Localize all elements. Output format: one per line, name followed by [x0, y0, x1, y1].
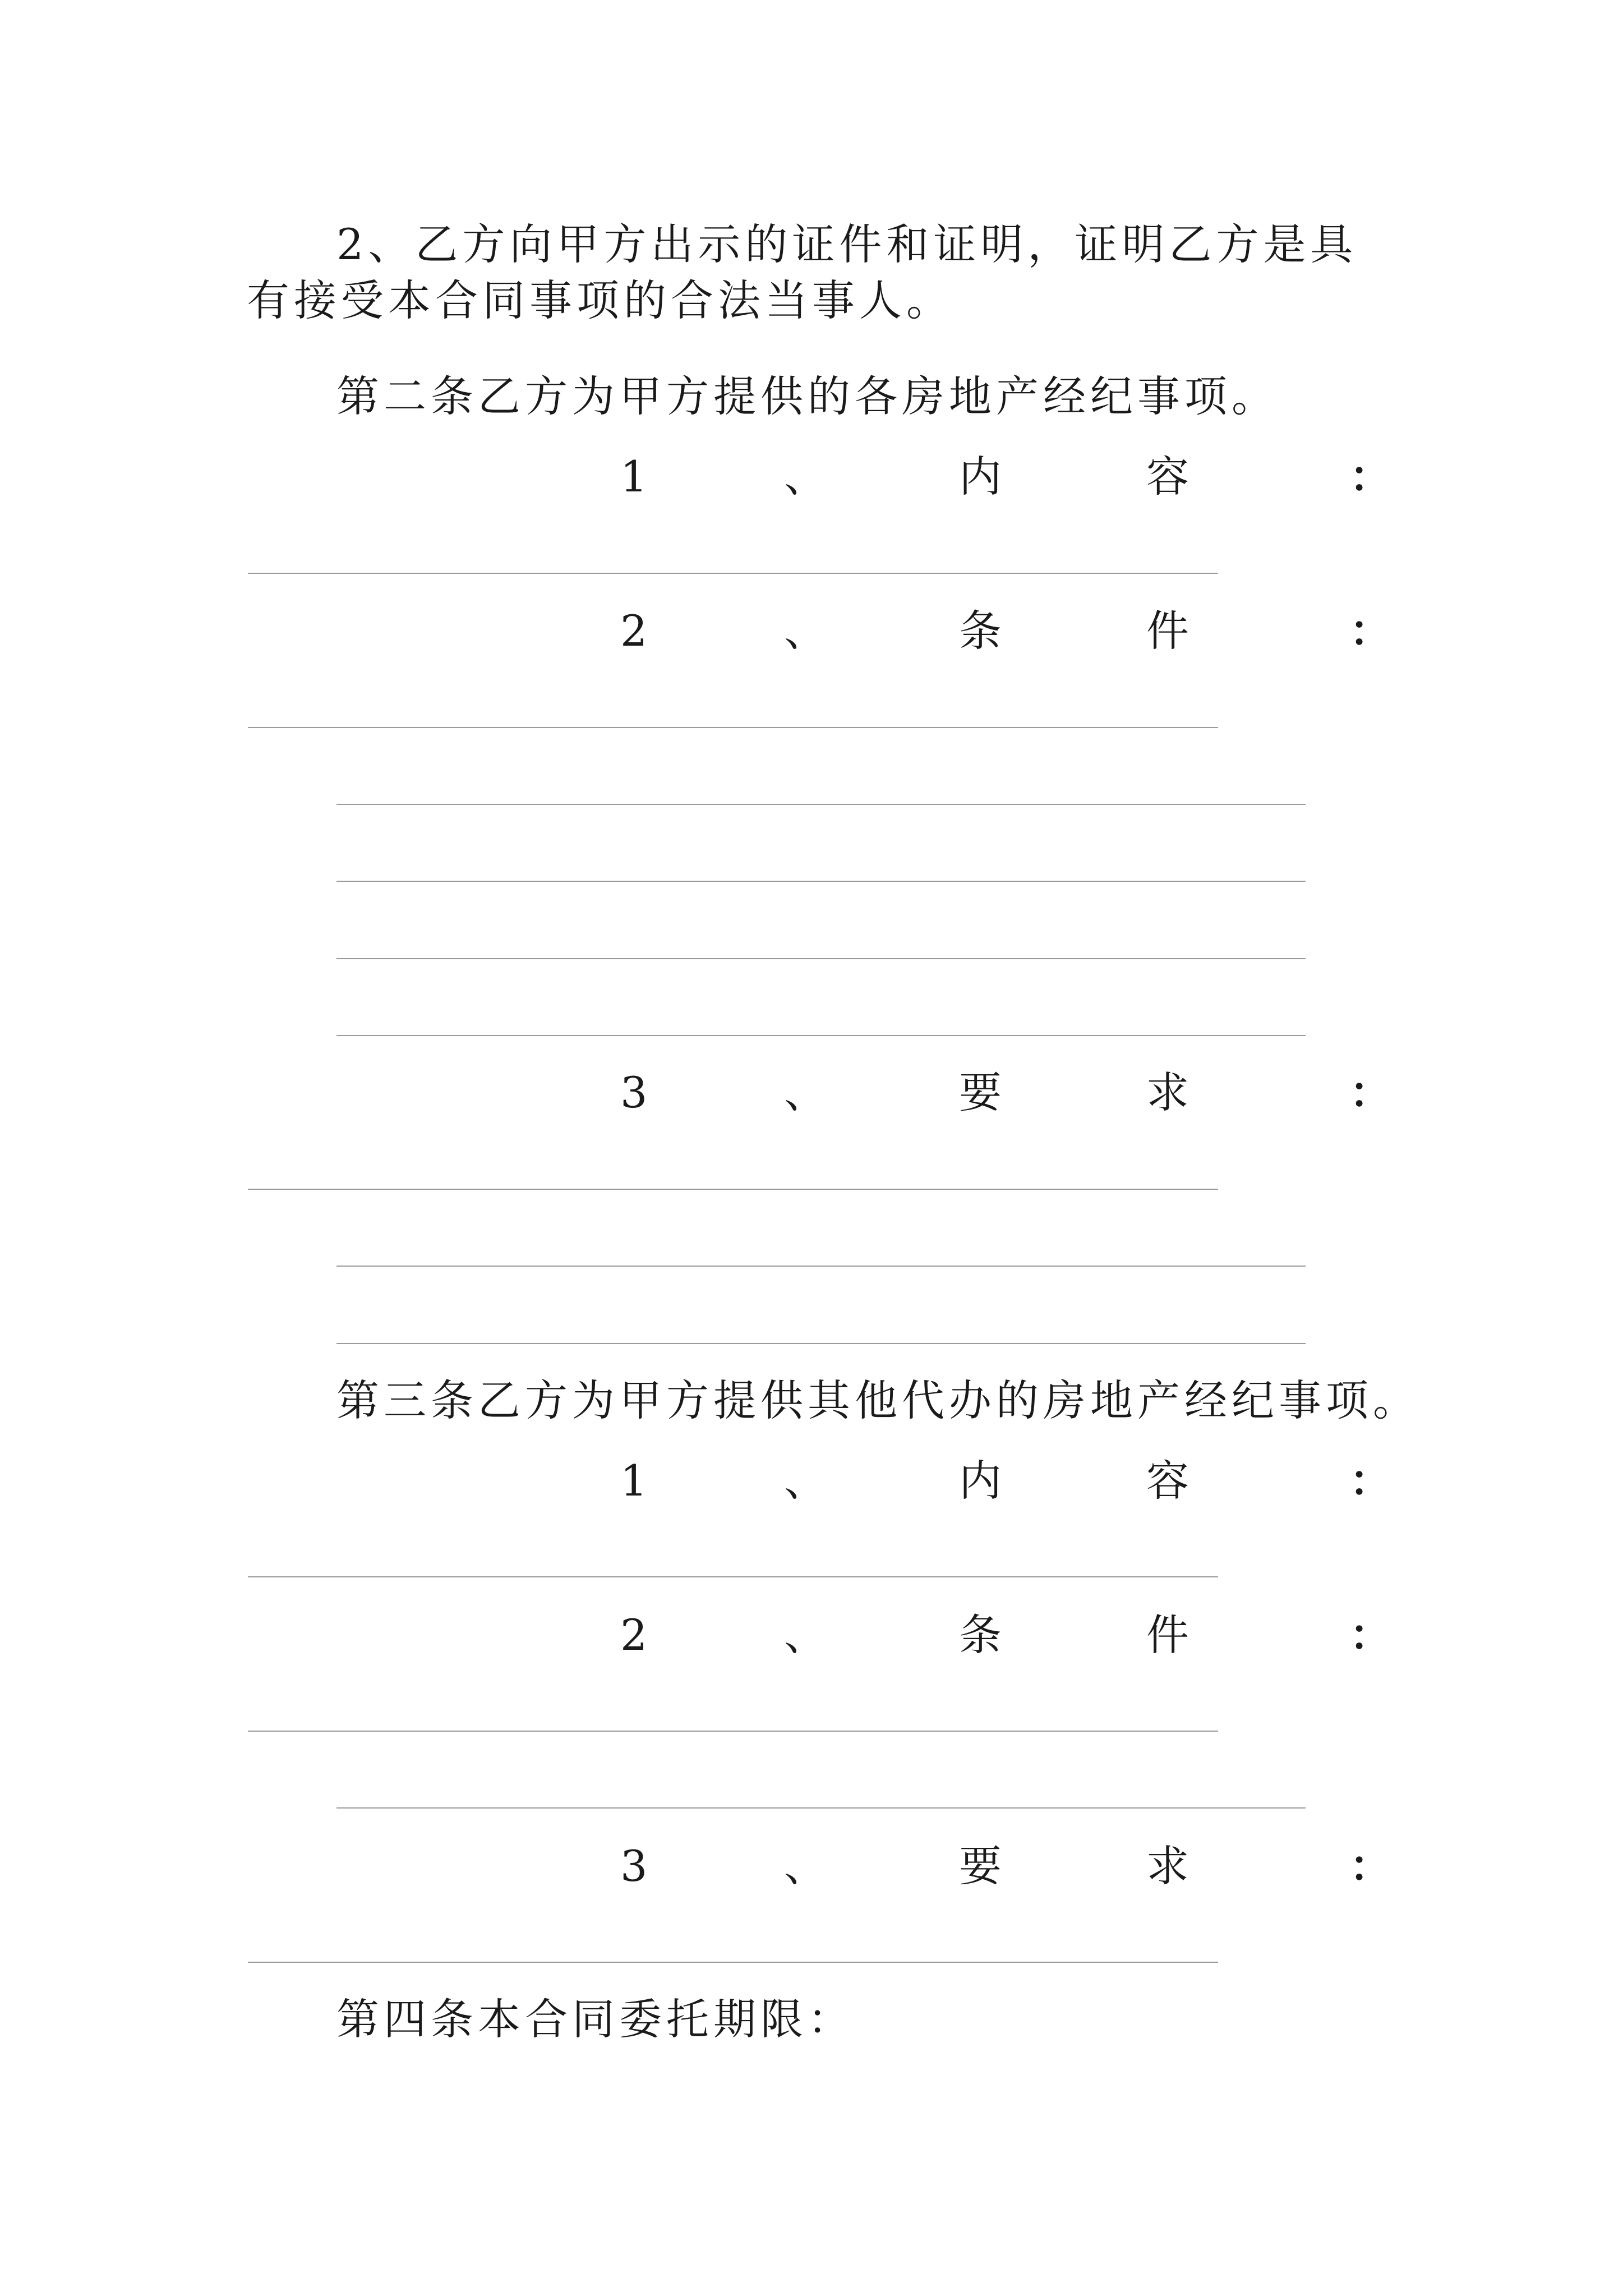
- blank-fill-line: [336, 1807, 1306, 1809]
- blank-fill-line: [248, 1962, 1218, 1963]
- article-3-item-content: [594, 1453, 1392, 1509]
- item-label-char: 内: [959, 452, 1002, 501]
- item-colon: ：: [1349, 1841, 1392, 1891]
- article-3-heading: 第三条乙方为甲方提供其他代办的房地产经纪事项。: [336, 1375, 1420, 1425]
- item-label-char: 条: [959, 1610, 1002, 1660]
- item-separator: 、: [784, 1841, 827, 1891]
- item-number: 3: [620, 1068, 648, 1117]
- item-label-char: 要: [959, 1841, 1002, 1891]
- blank-fill-line: [336, 881, 1306, 882]
- paragraph-item-2: 2、乙方向甲方出示的证件和证明，证明乙方是具有接受本合同事项的合法当事人。: [247, 219, 1358, 325]
- article-3-item-conditions: [594, 1607, 1392, 1663]
- blank-fill-line: [336, 1035, 1306, 1036]
- item-colon: ：: [1349, 1456, 1392, 1506]
- item-label-char: 容: [1146, 452, 1189, 501]
- item-label-char: 条: [959, 606, 1002, 656]
- item-separator: 、: [784, 606, 827, 656]
- blank-fill-line: [336, 1266, 1306, 1267]
- item-label-char: 求: [1146, 1068, 1189, 1117]
- article-4-heading: 第四条本合同委托期限：: [336, 1994, 855, 2044]
- article-2-item-content: [594, 449, 1392, 505]
- item-colon: ：: [1349, 1610, 1392, 1660]
- blank-fill-line: [248, 573, 1218, 574]
- item-separator: 、: [784, 452, 827, 501]
- blank-fill-line: [248, 1731, 1218, 1732]
- blank-fill-line: [248, 727, 1218, 728]
- item-number: 3: [620, 1841, 648, 1891]
- item-number: 2: [620, 606, 648, 656]
- article-3-item-requirements: [594, 1838, 1392, 1894]
- item-number: 2: [620, 1610, 648, 1660]
- item-colon: ：: [1349, 1068, 1392, 1117]
- item-colon: ：: [1349, 606, 1392, 656]
- item-label-char: 件: [1146, 606, 1189, 656]
- item-colon: ：: [1349, 452, 1392, 501]
- item-label-char: 件: [1146, 1610, 1189, 1660]
- article-2-heading: 第二条乙方为甲方提供的各房地产经纪事项。: [336, 371, 1279, 421]
- item-label-char: 要: [959, 1068, 1002, 1117]
- blank-fill-line: [336, 804, 1306, 805]
- item-number: 1: [620, 452, 648, 501]
- item-label-char: 容: [1146, 1456, 1189, 1506]
- item-separator: 、: [784, 1610, 827, 1660]
- item-label-char: 求: [1146, 1841, 1189, 1891]
- item-label-char: 内: [959, 1456, 1002, 1506]
- blank-fill-line: [248, 1576, 1218, 1577]
- item-number: 1: [620, 1456, 648, 1506]
- item-separator: 、: [784, 1068, 827, 1117]
- blank-fill-line: [248, 1189, 1218, 1190]
- blank-fill-line: [336, 1343, 1306, 1344]
- article-2-item-conditions: [594, 603, 1392, 659]
- item-separator: 、: [784, 1456, 827, 1506]
- article-2-item-requirements: [594, 1065, 1392, 1121]
- blank-fill-line: [336, 958, 1306, 959]
